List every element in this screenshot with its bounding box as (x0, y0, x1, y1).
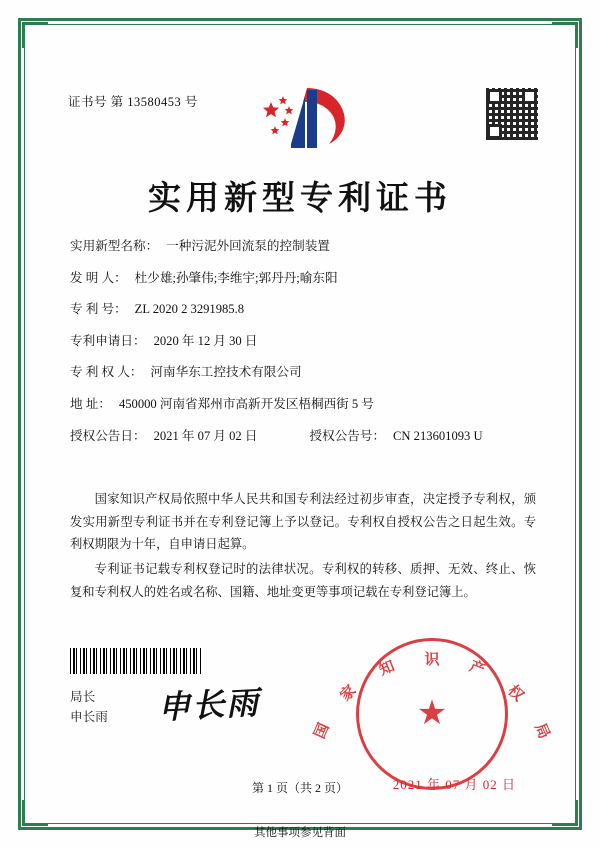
field-value: 450000 河南省郑州市高新开发区梧桐西街 5 号 (118, 396, 374, 411)
corner-ornament-top-left (22, 22, 48, 48)
field-row-patent-number (70, 303, 540, 316)
field-value: 一种污泥外回流泵的控制装置 (166, 239, 330, 253)
signature-block (70, 688, 108, 727)
legal-paragraph: 专利证书记载专利权登记时的法律状况。专利权的转移、质押、无效、终止、恢复和专利权人的姓名或名称、国籍、地址变更等事项记载在专利登记簿上。 (70, 562, 536, 599)
field-row-name (70, 240, 540, 253)
handwritten-signature: 申长雨 (157, 683, 262, 727)
field-label-grant-number: 授权公告号： (309, 428, 386, 443)
official-seal (312, 638, 552, 790)
corner-ornament-bottom-left (22, 800, 48, 826)
footer-note: 其他事项参见背面 (254, 827, 346, 839)
barcode-icon (70, 648, 202, 674)
field-row-grant (70, 430, 540, 443)
field-value-grant-date: 2021 年 07 月 02 日 (153, 428, 258, 443)
field-label: 实用新型名称： (70, 239, 159, 253)
field-label: 专 利 号： (70, 302, 127, 317)
field-label: 地 址： (70, 396, 111, 411)
field-label: 专利申请日： (70, 333, 146, 348)
seal-text-ring: 国 家 知 识 产 权 局 (312, 652, 552, 742)
certificate-content (48, 48, 552, 839)
field-label: 发 明 人： (70, 270, 127, 285)
field-value: 河南华东工控技术有限公司 (150, 365, 302, 380)
page-number: 第 1 页（共 2 页） (251, 781, 348, 795)
field-value-grant-number: CN 213601093 U (393, 428, 483, 443)
field-row-application-date (70, 335, 540, 348)
legal-paragraph: 国家知识产权局依照中华人民共和国专利法经过初步审查，决定授予专利权，颁发实用新型专利证书并在专利登记簿上予以登记。专利权自授权公告之日起生效。专利权期限为十年，自申请日起算。 (70, 492, 536, 552)
field-list (70, 240, 540, 461)
field-label: 专 利 权 人： (70, 365, 143, 380)
director-name: 申长雨 (70, 709, 108, 724)
qr-code-icon (486, 88, 538, 140)
seal-date: 2021 年 07 月 02 日 (392, 777, 516, 792)
field-value: 杜少雄;孙肇伟;李维宇;郭丹丹;喻东阳 (134, 270, 338, 285)
cnipa-patent-logo-icon (245, 82, 355, 156)
field-row-inventors (70, 272, 540, 285)
corner-ornament-bottom-right (552, 800, 578, 826)
field-row-patentee (70, 366, 540, 379)
field-value: ZL 2020 2 3291985.8 (134, 302, 245, 317)
field-label-grant-date: 授权公告日： (70, 428, 146, 443)
legal-text (70, 488, 536, 606)
page-title: 实用新型专利证书 (148, 181, 452, 217)
corner-ornament-top-right (552, 22, 578, 48)
field-row-address (70, 398, 540, 411)
field-value: 2020 年 12 月 30 日 (153, 333, 258, 348)
certificate-number: 证书号 第 13580453 号 (68, 95, 198, 109)
seal-star-icon: ★ (416, 695, 448, 732)
director-label: 局长 (70, 690, 96, 704)
